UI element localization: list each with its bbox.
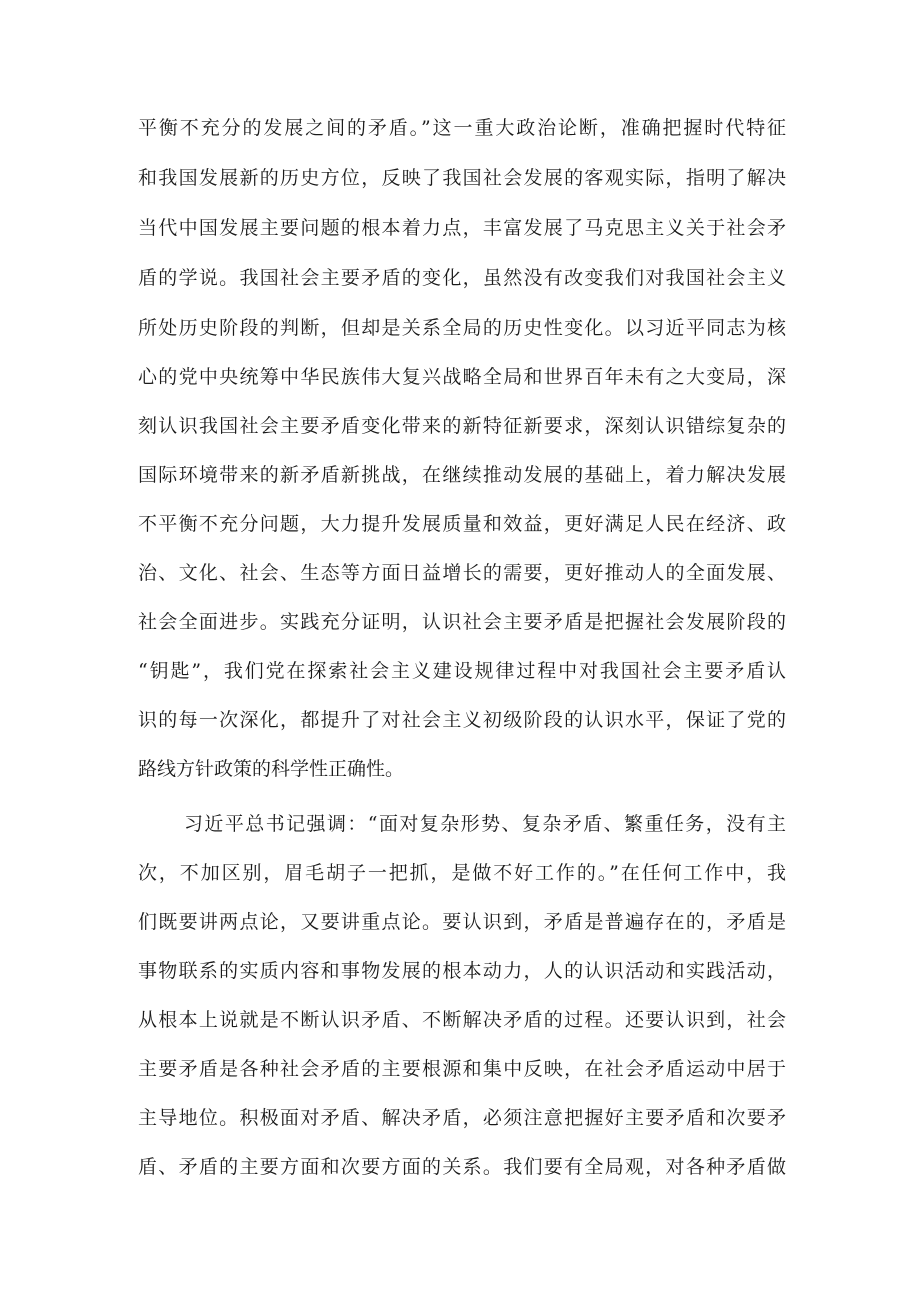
text-line: 国际环境带来的新矛盾新挑战，在继续推动发展的基础上，着力解决发展: [138, 464, 786, 486]
text-line: 主要矛盾是各种社会矛盾的主要根源和集中反映，在社会矛盾运动中居于: [138, 1058, 786, 1080]
text-line: “钥匙”，我们党在探索社会主义建设规律过程中对我国社会主要矛盾认: [138, 660, 786, 682]
text-line: 路线方针政策的科学性正确性。: [138, 758, 405, 780]
text-line: 不平衡不充分问题，大力提升发展质量和效益，更好满足人民在经济、政: [138, 513, 786, 535]
text-line: 心的党中央统筹中华民族伟大复兴战略全局和世界百年未有之大变局，深: [138, 366, 786, 388]
text-line: 盾的学说。我国社会主要矛盾的变化，虽然没有改变我们对我国社会主义: [138, 267, 786, 289]
text-line: 们既要讲两点论，又要讲重点论。要认识到，矛盾是普遍存在的，矛盾是: [138, 911, 786, 933]
text-line: 刻认识我国社会主要矛盾变化带来的新特征新要求，深刻认识错综复杂的: [138, 415, 786, 437]
text-line: 所处历史阶段的判断，但却是关系全局的历史性变化。以习近平同志为核: [138, 317, 786, 339]
text-line: 主导地位。积极面对矛盾、解决矛盾，必须注意把握好主要矛盾和次要矛: [138, 1107, 786, 1129]
text-line: 盾、矛盾的主要方面和次要方面的关系。我们要有全局观，对各种矛盾做: [138, 1156, 786, 1178]
text-line: 次，不加区别，眉毛胡子一把抓，是做不好工作的。”在任何工作中，我: [138, 862, 786, 884]
text-line: 识的每一次深化，都提升了对社会主义初级阶段的认识水平，保证了党的: [138, 709, 786, 731]
text-line: 从根本上说就是不断认识矛盾、不断解决矛盾的过程。还要认识到，社会: [138, 1009, 786, 1031]
text-line: 事物联系的实质内容和事物发展的根本动力，人的认识活动和实践活动，: [138, 960, 786, 982]
text-line: 社会全面进步。实践充分证明，认识社会主要矛盾是把握社会发展阶段的: [138, 611, 786, 633]
text-line: 治、文化、社会、生态等方面日益增长的需要，更好推动人的全面发展、: [138, 562, 786, 584]
text-line: 和我国发展新的历史方位，反映了我国社会发展的客观实际，指明了解决: [138, 167, 786, 189]
text-line: 平衡不充分的发展之间的矛盾。”这一重大政治论断，准确把握时代特征: [138, 117, 786, 139]
text-line: 习近平总书记强调：“面对复杂形势、复杂矛盾、繁重任务，没有主: [184, 813, 786, 835]
text-line: 当代中国发展主要问题的根本着力点，丰富发展了马克思主义关于社会矛: [138, 217, 786, 239]
